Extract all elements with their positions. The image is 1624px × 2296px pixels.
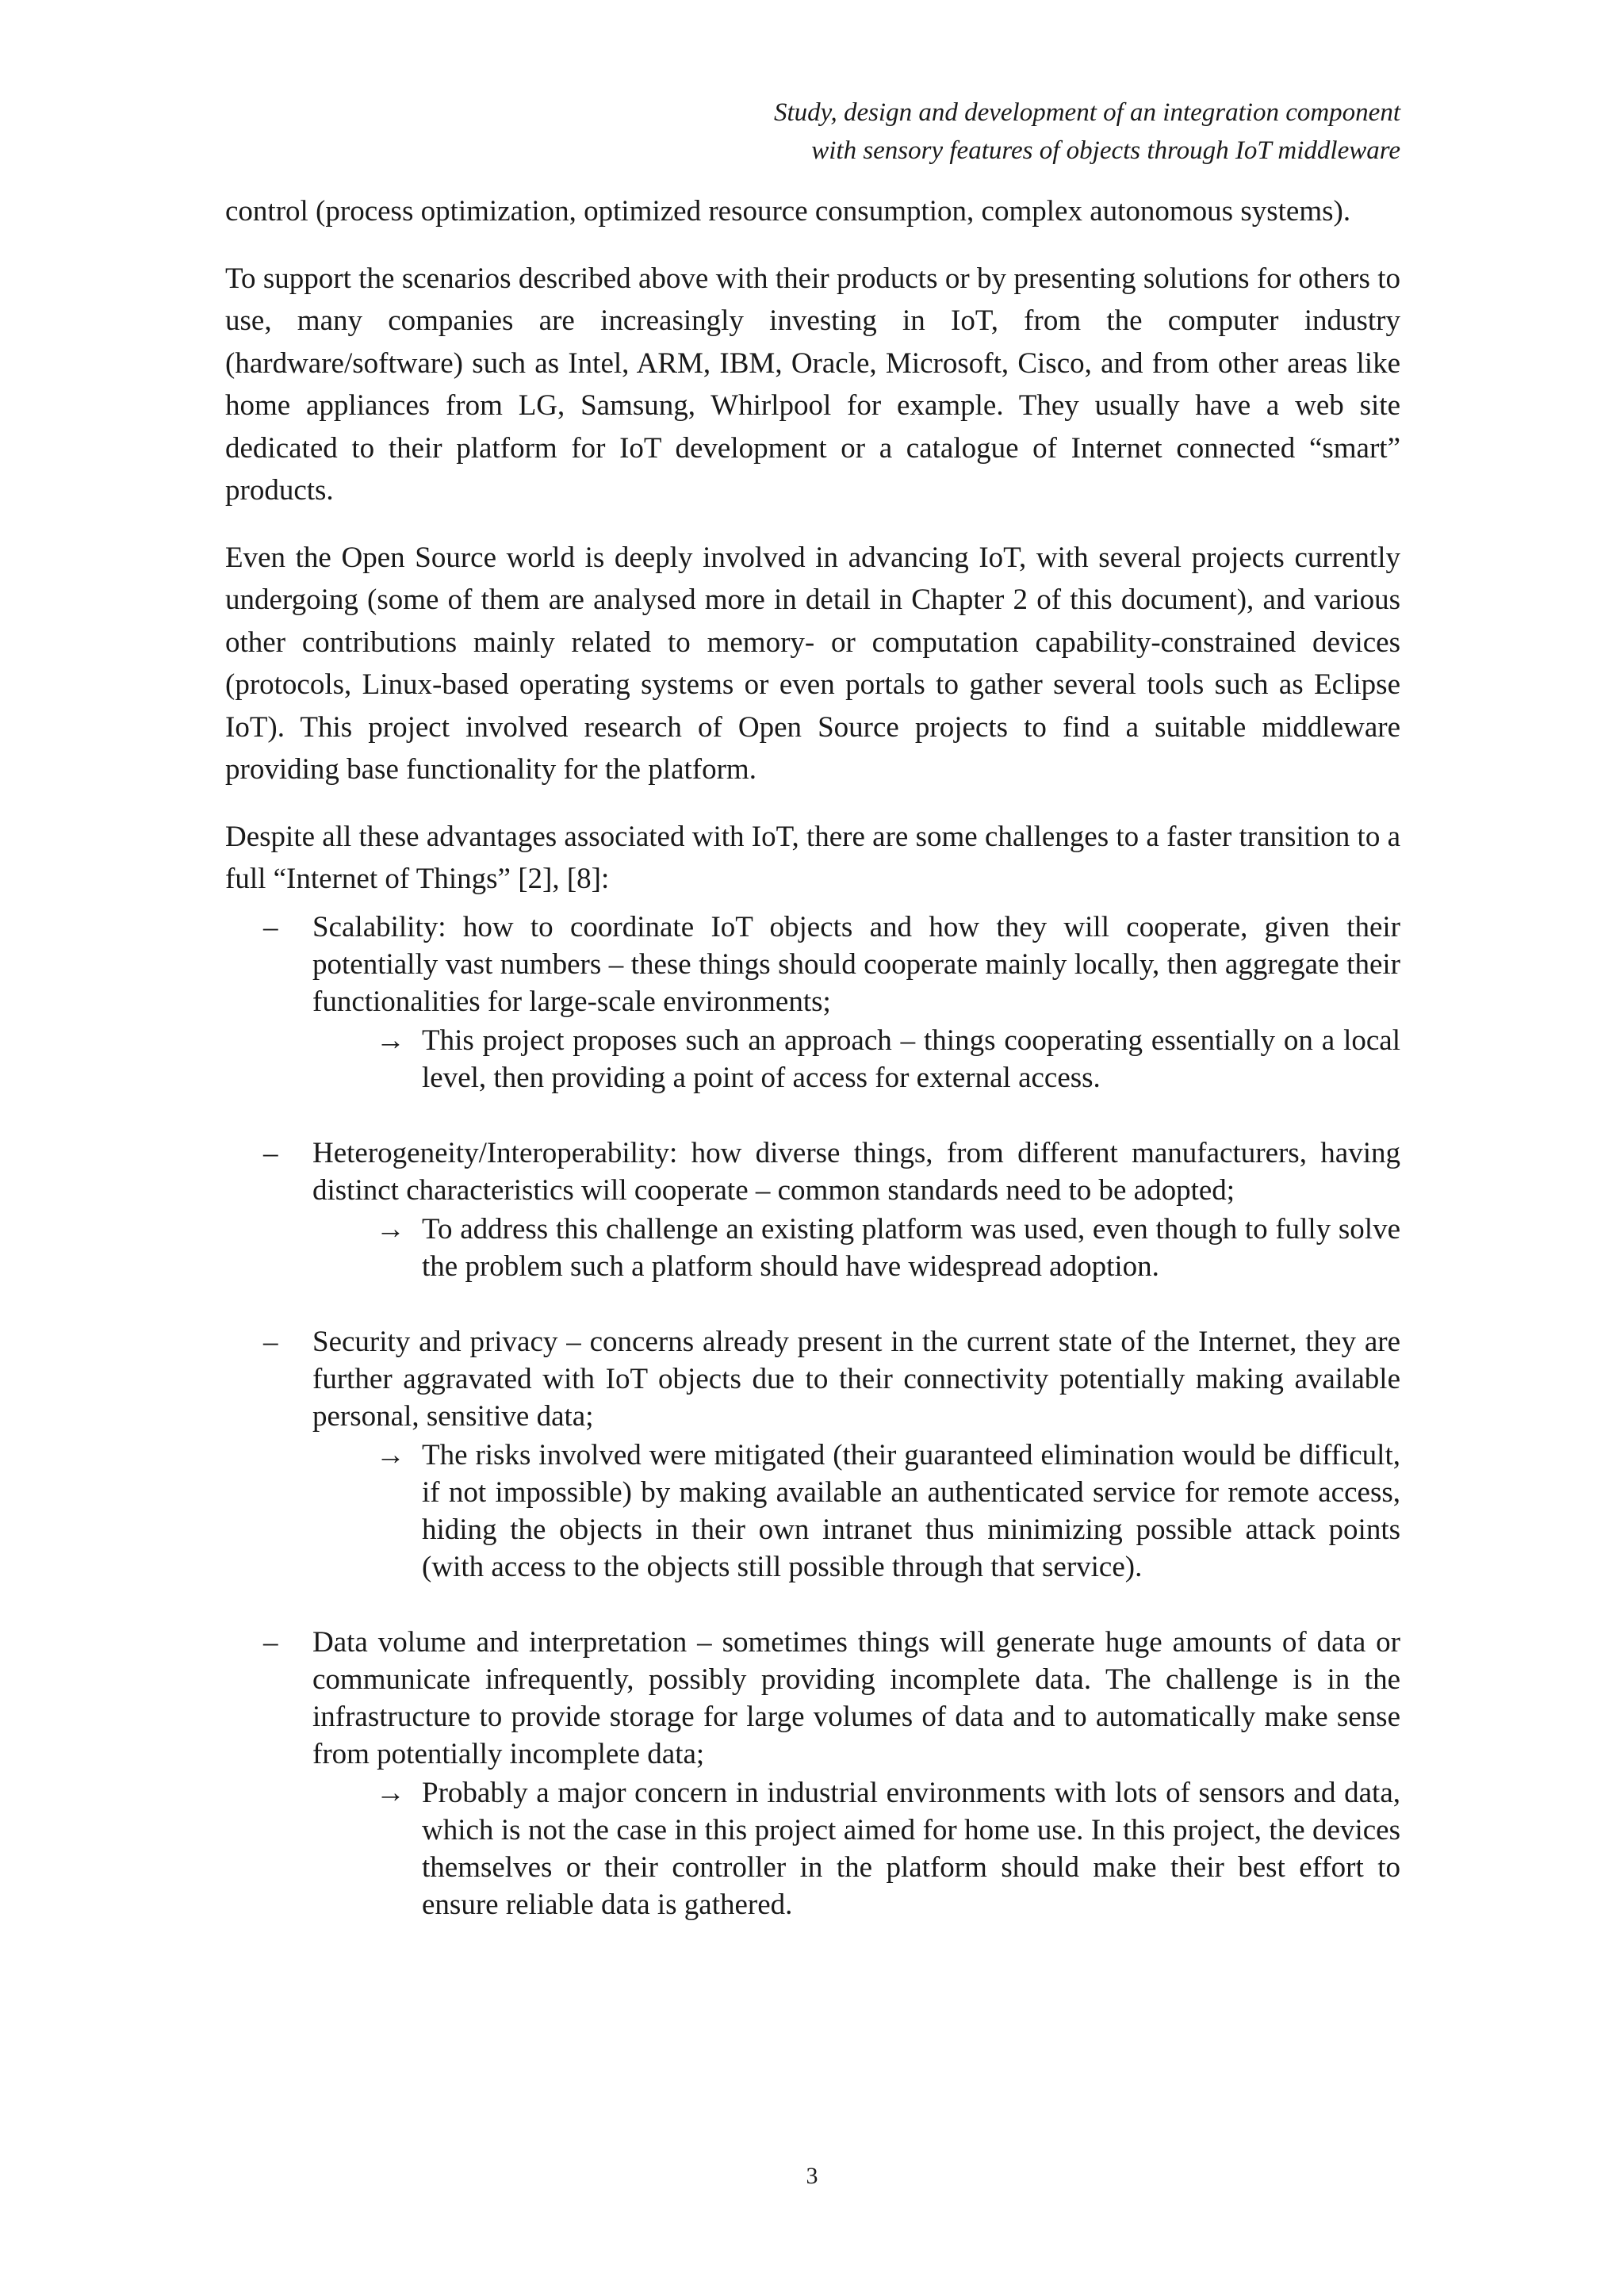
challenge-text: Scalability: how to coordinate IoT objects and how they will cooperate, given their potentially vast numbers – these things should cooperate mainly locally, then aggregate their functionalities for large-scale environments; [312,910,1400,1018]
paragraph-companies: To support the scenarios described above with their products or by presenting solutions for others to use, many companies are increasingly investing in IoT, from the computer industry (hardware/software) such as Intel, ARM, IBM, Oracle, Microsoft, Cisco, and from other areas like home appliances from LG, Samsung, Whirlpool for example. They usually have a web site dedicated to their platform for IoT development or a catalogue of Internet connected “smart” products. [225,262,1400,507]
response-text: To address this challenge an existing platform was used, even though to fully solve the problem such a platform should have widespread adoption. [422,1212,1400,1283]
challenge-list [225,909,1400,1923]
response-item [312,1437,1400,1586]
dash-bullet: – [263,1136,278,1169]
challenge-text: Heterogeneity/Interoperability: how diverse things, from different manufacturers, having distinct characteristics will cooperate – common standards need to be adopted; [312,1136,1400,1207]
arrow-icon: → [376,1024,405,1057]
header-line-2: with sensory features of objects through IoT middleware [811,136,1400,165]
response-item [312,1211,1400,1285]
response-text: The risks involved were mitigated (their guaranteed elimination would be difficult, if not impossible) by making available an authenticated service for remote access, hiding the objects in their own intranet thus minimizing possible attack points (with access to the objects still possible through that service). [422,1438,1400,1583]
list-item [225,909,1400,1096]
page-number: 3 [806,2163,818,2189]
dash-bullet: – [263,1625,278,1659]
response-item [312,1774,1400,1923]
response-text: Probably a major concern in industrial environments with lots of sensors and data, which is not the case in this project aimed for home use. In this project, the devices themselves or their controller in the platform should make their best effort to ensure reliable data is gathered. [422,1776,1400,1921]
list-item [225,1624,1400,1923]
list-item [225,1135,1400,1285]
challenge-text: Data volume and interpretation – sometimes things will generate huge amounts of data or communicate infrequently, possibly providing incomplete data. The challenge is in the infrastructure to provide storage for large volumes of data and to automatically make sense from potentially incomplete data; [312,1625,1400,1770]
running-header [607,94,1400,170]
dash-bullet: – [263,910,278,943]
arrow-icon: → [376,1212,405,1246]
challenge-text: Security and privacy – concerns already present in the current state of the Internet, they are further aggravated with IoT objects due to their connectivity potentially making available personal, sensitive data; [312,1325,1400,1433]
paragraph-open-source: Even the Open Source world is deeply involved in advancing IoT, with several projects currently undergoing (some of them are analysed more in detail in Chapter 2 of this document), and various other contributions mainly related to memory- or computation capability-constrained devices (protocols, Linux-based operating systems or even portals to gather several tools such as Eclipse IoT). This project involved research of Open Source projects to find a suitable middleware providing base functionality for the platform. [225,541,1400,786]
paragraph-continuation: control (process optimization, optimized resource consumption, complex autonomous systems). [225,195,1351,228]
response-text: This project proposes such an approach – things cooperating essentially on a local level, then providing a point of access for external access. [422,1024,1400,1094]
body-text [225,190,1400,1961]
arrow-icon: → [376,1776,405,1809]
arrow-icon: → [376,1438,405,1471]
dash-bullet: – [263,1325,278,1358]
response-item [312,1022,1400,1096]
header-line-1: Study, design and development of an integration component [773,98,1400,127]
list-item [225,1323,1400,1586]
paragraph-challenges-intro: Despite all these advantages associated with IoT, there are some challenges to a faster transition to a full “Internet of Things” [2], [8]: [225,820,1400,895]
